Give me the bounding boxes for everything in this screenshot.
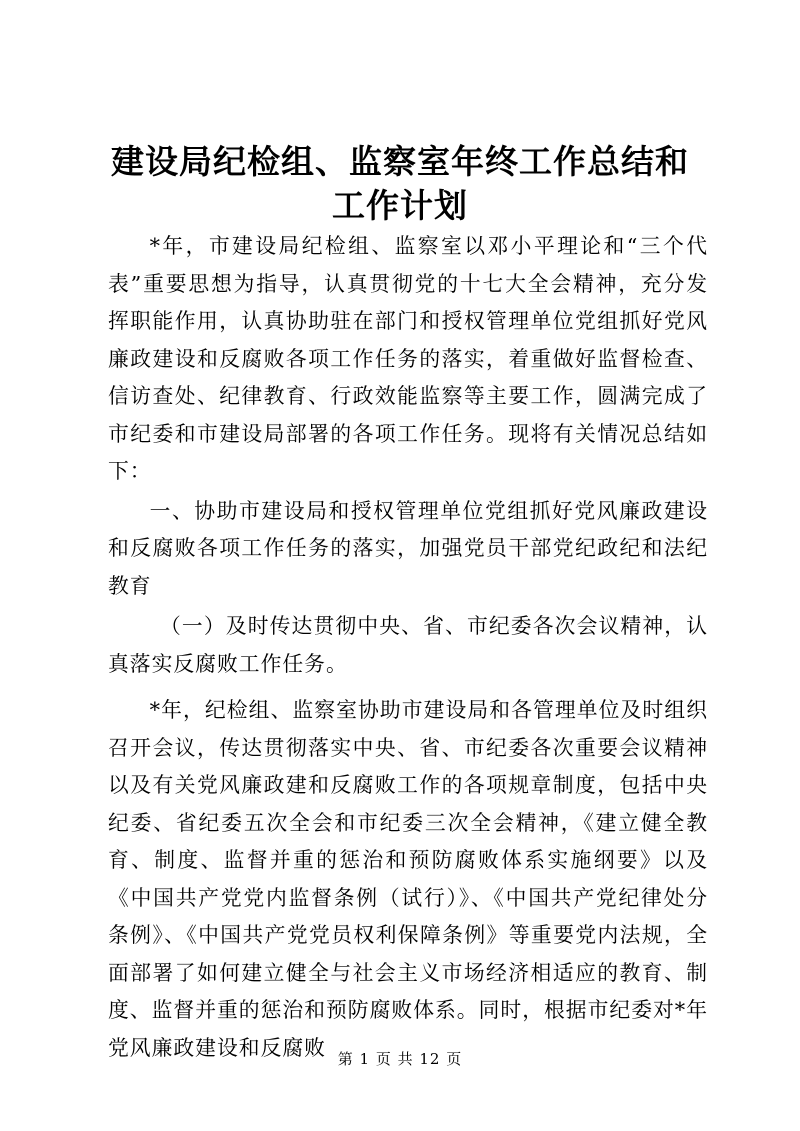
document-title: 建设局纪检组、监察室年终工作总结和工作计划 [111, 142, 689, 225]
subsection-heading-1: （一）及时传达贯彻中央、省、市纪委各次会议精神，认真落实反腐败工作任务。 [108, 614, 708, 676]
intro-paragraph: *年，市建设局纪检组、监察室以邓小平理论和“三个代表”重要思想为指导，认真贯彻党的十七大全会精神，充分发挥职能作用，认真协助驻在部门和授权管理单位党组抓好党风廉政建设和反腐败各项工作任务的落实，着重做好监督检查、信访查处、纪律教育、行政效能监察等主要工作，圆满完成了市纪委和市建设局部署的各项工作任务。现将有关情况总结如下： [108, 234, 708, 483]
page-footer: 第 1 页 共 12 页 [337, 1050, 463, 1068]
body-paragraph: *年，纪检组、监察室协助市建设局和各管理单位及时组织召开会议，传达贯彻落实中央、省、市纪委各次重要会议精神以及有关党风廉政建和反腐败工作的各项规章制度，包括中央纪委、省纪委五次全会和市纪委三次全会精神，《建立健全教育、制度、监督并重的惩治和预防腐败体系实施纲要》以及《中国共产党党内监督条例（试行）》、《中国共产党纪律处分条例》、《中国共产党党员权利保障条例》等重要党内法规，全面部署了如何建立健全与社会主义市场经济相适应的教育、制度、监督并重的惩治和预防腐败体系。同时，根据市纪委对*年党风廉政建设和反腐败 [108, 698, 708, 1060]
section-heading-1: 一、协助市建设局和授权管理单位党组抓好党风廉政建设和反腐败各项工作任务的落实，加强党员干部党纪政纪和法纪教育 [108, 498, 708, 598]
document-body [108, 228, 708, 1067]
